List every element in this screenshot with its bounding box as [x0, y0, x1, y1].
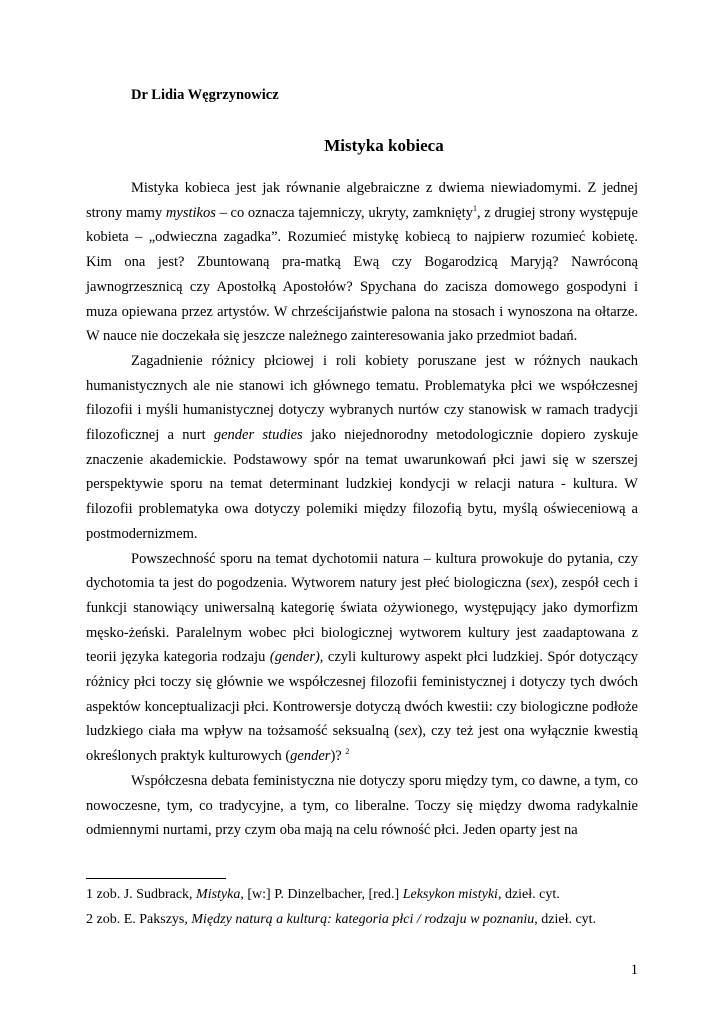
footnote-ref: 2	[345, 747, 350, 757]
text-run: Powszechność sporu na temat dychotomii natura – kultura prowokuje do pytania, czy dychotomia ta jest do pogodzenia. Wytworem natury jest płeć biologiczna (	[86, 550, 638, 592]
text-run: Zagadnienie różnicy płciowej i roli kobiety poruszane jest w różnych naukach humanistycznych ale nie stanowi ich głównego tematu. Problematyka płci we współczesnej filozofii i myśli humanistycznej dotyczy wybranych nurtów czy stanowisk w ramach tradycji filozoficznej a nurt	[86, 352, 638, 444]
footnotes	[86, 882, 646, 932]
text-run: , z drugiej strony występuje kobieta – „odwieczna zagadka”. Rozumieć mistykę kobiecą to najpierw rozumieć kobietę. Kim ona jest? Zbuntowaną pra-matką Ewą czy Bogarodzicą Maryją? Nawróconą jawnogrzesznicą czy Apostołką Apostołów? Spychana do zacisza domowego gospodyni i muza opiewana przez artystów. W chrześcijaństwie palona na stosach i wynoszona na ołtarze. W nauce nie doczekała się jeszcze należnego zainteresowania jako przedmiot badań.	[86, 204, 638, 345]
document-title: Mistyka kobieca	[324, 136, 444, 155]
italic-term: sex	[530, 575, 550, 592]
italic-term: gender studies	[213, 427, 303, 444]
footnote-2: 2 zob. E. Pakszys, Między naturą a kulturą: kategoria płci / rodzaju w poznaniu, dzieł. cyt.	[86, 912, 597, 927]
footnote-1: 1 zob. J. Sudbrack, Mistyka, [w:] P. Dinzelbacher, [red.] Leksykon mistyki, dzieł. cyt.	[86, 887, 560, 902]
footnote-ref: 1	[472, 203, 477, 213]
body-text	[86, 176, 638, 843]
italic-term: gender	[290, 748, 331, 765]
text-run: czyli kulturowy aspekt płci ludzkiej. Spór dotyczący różnicy płci toczy się głównie we współczesnej filozofii feministycznej i dotyczy tych dwóch aspektów konceptualizacji płci. Kontrowersje dotyczą dwóch kwestii: czy biologiczne podłoże ludzkiego ciała ma wpływ na tożsamość seksualną (	[86, 649, 639, 740]
paragraph-2	[86, 349, 638, 547]
paragraph-3	[86, 547, 638, 769]
italic-term: (gender),	[269, 649, 324, 666]
text-run: )?	[330, 748, 346, 765]
page-number: 1	[630, 962, 638, 978]
paragraph-4	[86, 769, 638, 843]
italic-term: mystikos	[165, 204, 216, 221]
paragraph-1	[86, 176, 638, 349]
footnote-divider	[86, 878, 226, 879]
text-run: ), zespół cech i funkcji stanowiący uniwersalną kategorię świata ożywionego, występujący jako dymorfizm męsko-żeński. Paralelnym wobec płci biologicznej wytworem kultury jest zaadaptowana z teorii języka kategoria rodzaju	[86, 575, 638, 666]
text-run: jako niejednorodny metodologicznie dopiero zyskuje znaczenie akademickie. Podstawowy spór na temat uwarunkowań płci jawi się w szerszej perspektywie sporu na temat determinant ludzkiej kondycji w relacji natura - kultura. W filozofii problematyka owa dotyczy polemiki między filozofią bytu, myślą oświeceniową a postmodernizmem.	[86, 427, 639, 542]
text-run: – co oznacza tajemniczy, ukryty, zamknięty	[215, 204, 473, 221]
text-run: Mistyka kobieca jest jak równanie algebraiczne z dwiema niewiadomymi. Z jednej strony mamy	[86, 180, 638, 221]
text-run: ), czy też jest ona wyłącznie kwestią określonych praktyk kulturowych (	[86, 723, 638, 765]
author-name: Dr Lidia Węgrzynowicz	[131, 87, 279, 103]
italic-term: sex	[399, 723, 418, 740]
text-run: Współczesna debata feministyczna nie dotyczy sporu między tym, co dawne, a tym, co nowoczesne, tym, co tradycyjne, a tym, co liberalne. Toczy się między dwoma radykalnie odmiennymi nurtami, przy czym oba mają na celu równość płci. Jeden oparty jest na	[86, 772, 638, 839]
